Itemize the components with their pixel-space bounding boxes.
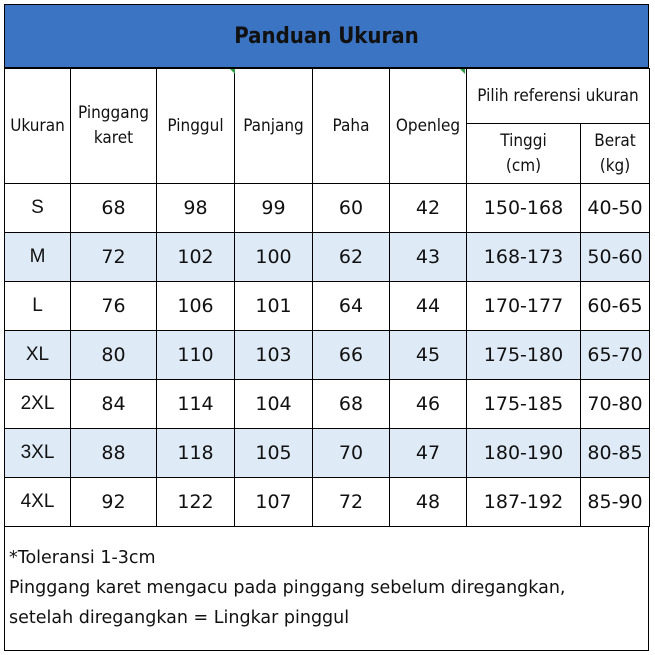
table-row bbox=[5, 478, 650, 527]
header-waist-line1: Pinggang bbox=[78, 103, 149, 123]
header-thigh bbox=[313, 69, 390, 184]
hip-cell: 110 bbox=[157, 331, 235, 380]
weight-cell: 40-50 bbox=[581, 184, 650, 233]
header-size-label: Ukuran bbox=[10, 115, 65, 136]
weight-cell: 70-80 bbox=[581, 380, 650, 429]
note-tolerance: *Toleransi 1-3cm bbox=[9, 548, 156, 568]
height-cell: 175-180 bbox=[467, 331, 581, 380]
thigh-cell: 72 bbox=[313, 478, 390, 527]
thigh-cell: 70 bbox=[313, 429, 390, 478]
table-header bbox=[5, 69, 650, 184]
leg-opening-cell: 42 bbox=[390, 184, 467, 233]
weight-cell: 60-65 bbox=[581, 282, 650, 331]
waist-cell: 72 bbox=[71, 233, 157, 282]
thigh-cell: 64 bbox=[313, 282, 390, 331]
length-cell: 99 bbox=[235, 184, 313, 233]
size-cell: L bbox=[5, 282, 71, 331]
table-row bbox=[5, 282, 650, 331]
note-stretched-explanation: setelah diregangkan = Lingkar pinggul bbox=[9, 608, 350, 628]
length-cell: 103 bbox=[235, 331, 313, 380]
header-weight-line2: (kg) bbox=[599, 155, 631, 176]
hip-cell: 102 bbox=[157, 233, 235, 282]
note-waist-explanation: Pinggang karet mengacu pada pinggang sebelum diregangkan, bbox=[9, 578, 566, 598]
header-row-top bbox=[5, 69, 650, 124]
waist-cell: 92 bbox=[71, 478, 157, 527]
thigh-cell: 60 bbox=[313, 184, 390, 233]
leg-opening-cell: 43 bbox=[390, 233, 467, 282]
hip-cell: 122 bbox=[157, 478, 235, 527]
height-cell: 150-168 bbox=[467, 184, 581, 233]
waist-cell: 80 bbox=[71, 331, 157, 380]
header-hip bbox=[157, 69, 235, 184]
thigh-cell: 62 bbox=[313, 233, 390, 282]
waist-cell: 88 bbox=[71, 429, 157, 478]
header-reference-group bbox=[467, 69, 650, 124]
weight-cell: 85-90 bbox=[581, 478, 650, 527]
hip-cell: 118 bbox=[157, 429, 235, 478]
header-leg-opening bbox=[390, 69, 467, 184]
hip-cell: 98 bbox=[157, 184, 235, 233]
cell-corner-marker bbox=[460, 69, 465, 74]
length-cell: 104 bbox=[235, 380, 313, 429]
thigh-cell: 66 bbox=[313, 331, 390, 380]
size-cell: S bbox=[5, 184, 71, 233]
table-row bbox=[5, 233, 650, 282]
hip-cell: 114 bbox=[157, 380, 235, 429]
height-cell: 180-190 bbox=[467, 429, 581, 478]
cell-corner-marker bbox=[230, 69, 235, 74]
table-row bbox=[5, 331, 650, 380]
title-bar bbox=[4, 4, 649, 68]
table-body bbox=[5, 184, 650, 527]
header-weight bbox=[581, 124, 650, 184]
header-waist bbox=[71, 69, 157, 184]
table-row bbox=[5, 429, 650, 478]
header-height-line2: (cm) bbox=[505, 155, 542, 176]
hip-cell: 106 bbox=[157, 282, 235, 331]
size-cell: M bbox=[5, 233, 71, 282]
height-cell: 187-192 bbox=[467, 478, 581, 527]
length-cell: 100 bbox=[235, 233, 313, 282]
thigh-cell: 68 bbox=[313, 380, 390, 429]
header-reference-group-label: Pilih referensi ukuran bbox=[477, 85, 639, 106]
weight-cell: 50-60 bbox=[581, 233, 650, 282]
height-cell: 175-185 bbox=[467, 380, 581, 429]
leg-opening-cell: 44 bbox=[390, 282, 467, 331]
header-size bbox=[5, 69, 71, 184]
waist-cell: 76 bbox=[71, 282, 157, 331]
header-leg-opening-label: Openleg bbox=[395, 115, 461, 136]
length-cell: 101 bbox=[235, 282, 313, 331]
length-cell: 105 bbox=[235, 429, 313, 478]
weight-cell: 65-70 bbox=[581, 331, 650, 380]
size-cell: 2XL bbox=[5, 380, 71, 429]
header-thigh-label: Paha bbox=[332, 115, 370, 136]
height-cell: 170-177 bbox=[467, 282, 581, 331]
size-cell: XL bbox=[5, 331, 71, 380]
size-cell: 3XL bbox=[5, 429, 71, 478]
size-table bbox=[4, 68, 650, 527]
header-waist-line2: karet bbox=[93, 128, 134, 148]
header-height bbox=[467, 124, 581, 184]
waist-cell: 68 bbox=[71, 184, 157, 233]
weight-cell: 80-85 bbox=[581, 429, 650, 478]
waist-cell: 84 bbox=[71, 380, 157, 429]
height-cell: 168-173 bbox=[467, 233, 581, 282]
notes-box bbox=[4, 526, 649, 651]
header-length-label: Panjang bbox=[243, 115, 304, 136]
header-hip-label: Pinggul bbox=[167, 115, 224, 136]
header-length bbox=[235, 69, 313, 184]
header-weight-line1: Berat bbox=[594, 130, 636, 151]
length-cell: 107 bbox=[235, 478, 313, 527]
table-row bbox=[5, 184, 650, 233]
table-row bbox=[5, 380, 650, 429]
leg-opening-cell: 45 bbox=[390, 331, 467, 380]
size-cell: 4XL bbox=[5, 478, 71, 527]
leg-opening-cell: 48 bbox=[390, 478, 467, 527]
header-height-line1: Tinggi bbox=[500, 130, 547, 151]
page-title: Panduan Ukuran bbox=[234, 23, 419, 49]
leg-opening-cell: 47 bbox=[390, 429, 467, 478]
leg-opening-cell: 46 bbox=[390, 380, 467, 429]
